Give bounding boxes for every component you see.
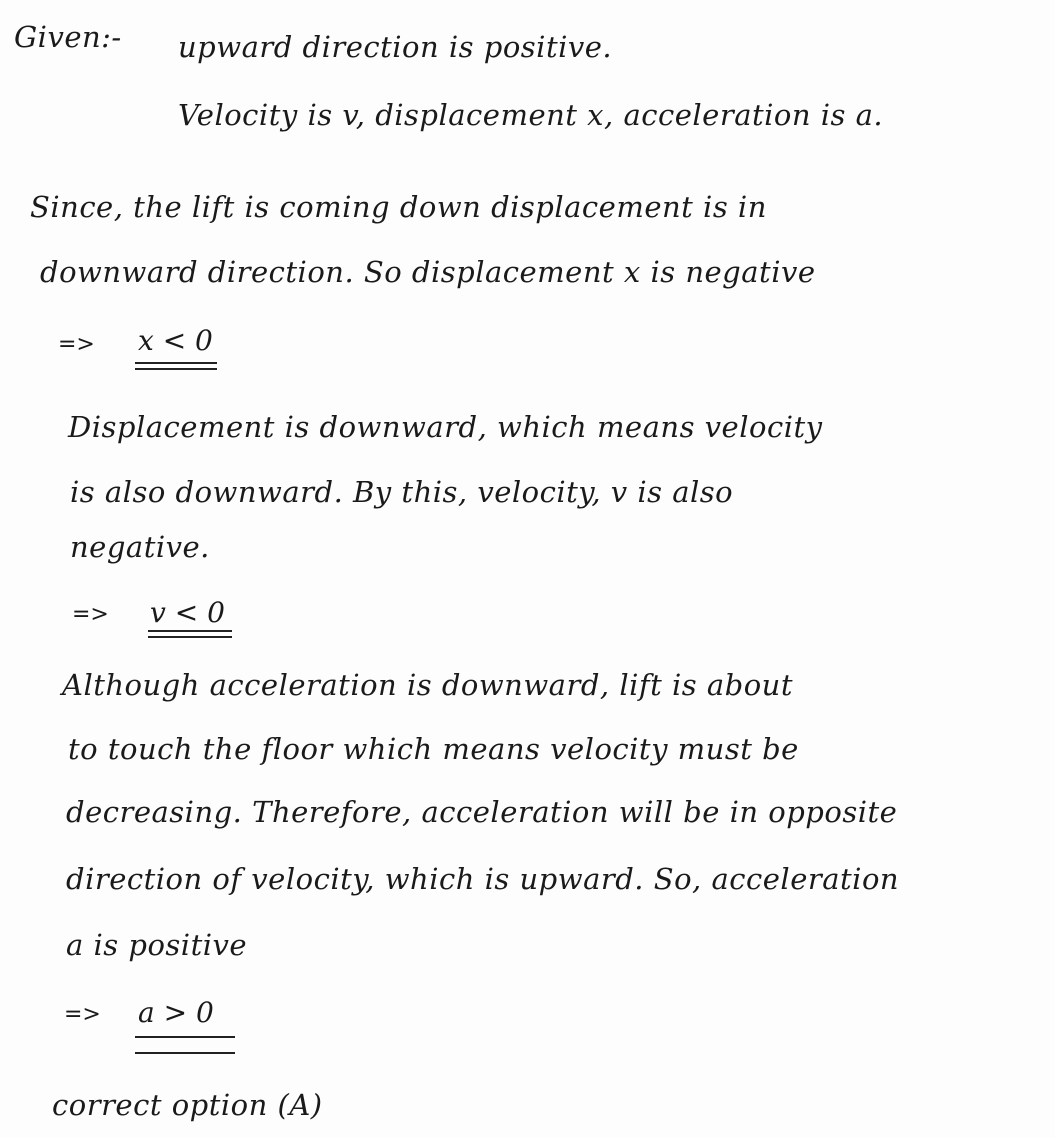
conclusion-text: correct option (A) (52, 1088, 323, 1122)
double-underline-top-3 (135, 1036, 235, 1038)
double-underline-bottom-3 (135, 1052, 235, 1054)
implies-arrow-1: => (58, 332, 95, 357)
text-line-5: Displacement is downward, which means velocity (68, 410, 823, 444)
double-underline-top-1 (135, 362, 217, 364)
text-line-12: a is positive (66, 928, 248, 962)
result-v-negative: v < 0 (150, 596, 225, 629)
text-line-2: Velocity is v, displacement x, acceleration is a. (178, 98, 884, 132)
result-x-negative: x < 0 (138, 324, 213, 357)
text-line-1: upward direction is positive. (178, 30, 613, 64)
double-underline-bottom-2 (148, 636, 232, 638)
implies-arrow-3: => (64, 1002, 101, 1027)
text-line-11: direction of velocity, which is upward. So, acceleration (66, 862, 900, 896)
text-line-8: Although acceleration is downward, lift is about (62, 668, 794, 702)
result-a-positive: a > 0 (138, 996, 214, 1029)
implies-arrow-2: => (72, 602, 109, 627)
text-line-4: downward direction. So displacement x is negative (40, 255, 816, 289)
text-line-10: decreasing. Therefore, acceleration will be in opposite (66, 795, 898, 829)
text-line-3: Since, the lift is coming down displacement is in (30, 190, 767, 224)
text-line-6: is also downward. By this, velocity, v is also (70, 475, 734, 509)
text-line-9: to touch the floor which means velocity must be (68, 732, 799, 766)
double-underline-top-2 (148, 630, 232, 632)
text-line-7: negative. (70, 530, 210, 564)
given-label: Given:- (14, 20, 122, 54)
double-underline-bottom-1 (135, 368, 217, 370)
